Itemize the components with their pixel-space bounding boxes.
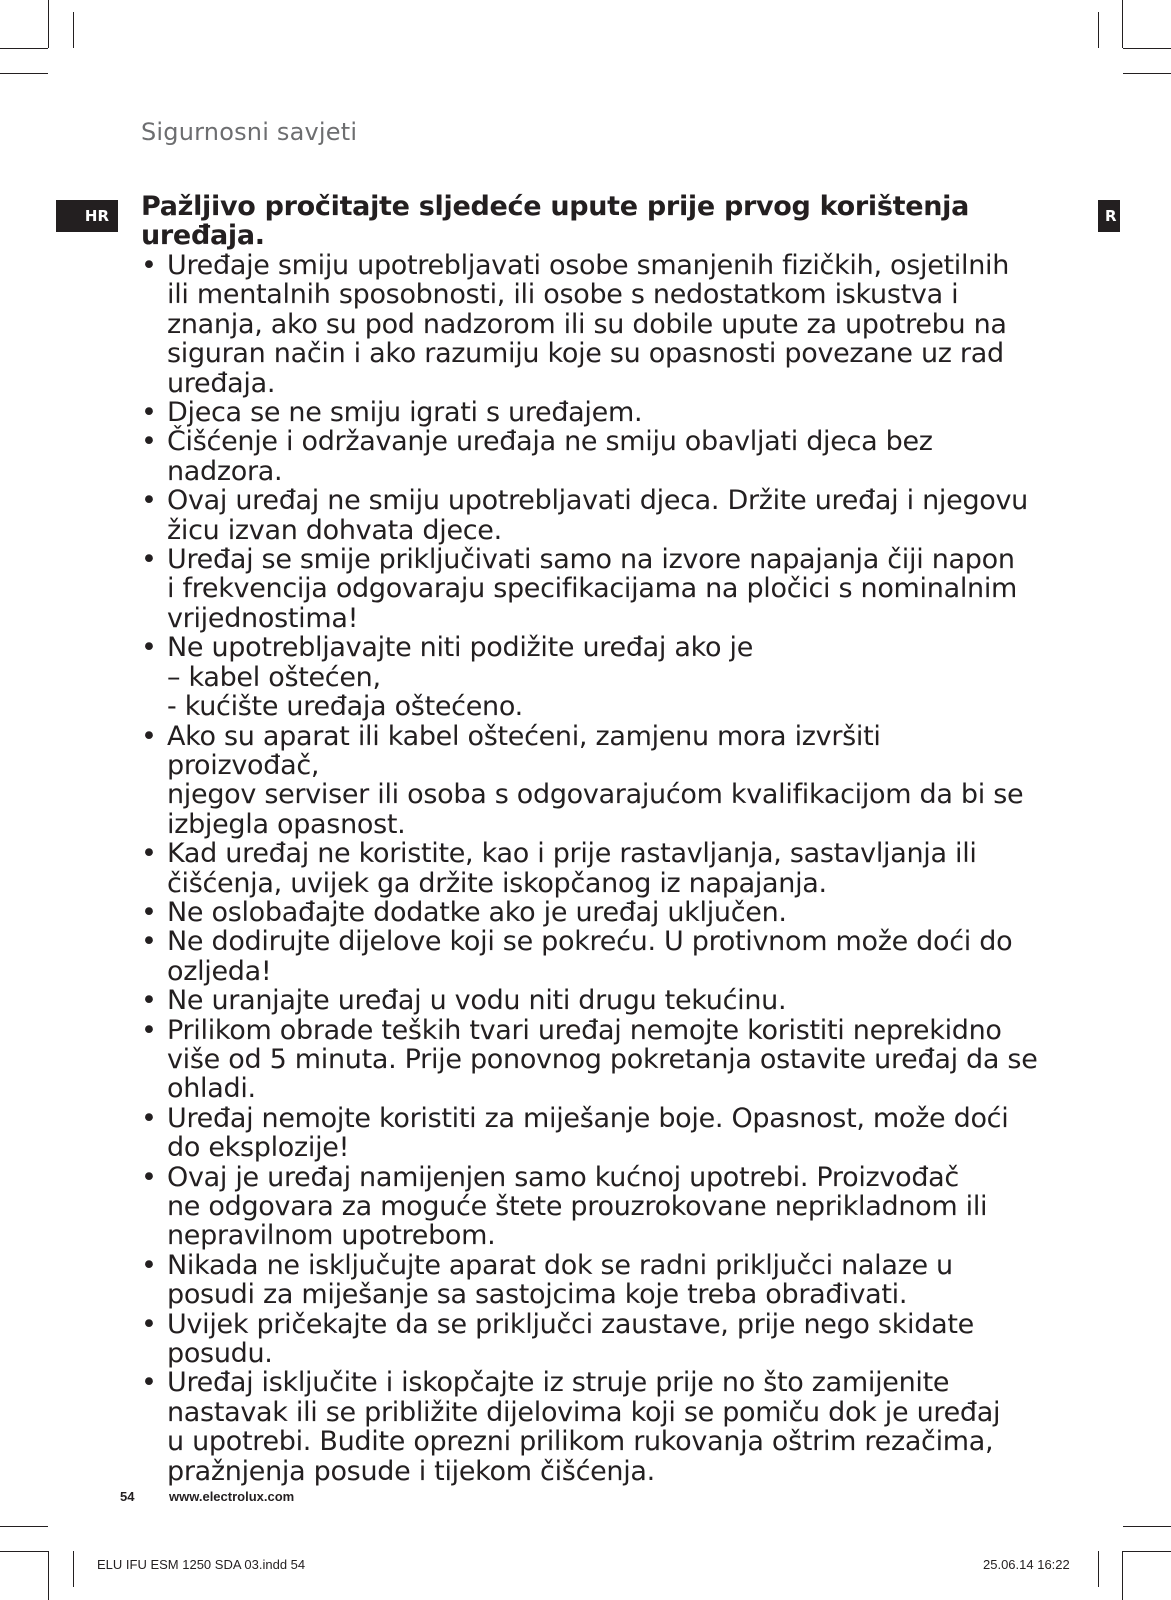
rule-text-line: Ne oslobađajte dodatke ako je uređaj uključen. <box>167 896 787 928</box>
crop-mark <box>73 12 74 48</box>
bullet-icon: • <box>141 426 157 458</box>
website-link[interactable]: www.electrolux.com <box>169 1489 295 1504</box>
crop-mark <box>1122 1551 1123 1600</box>
rule-text-line: Ovaj je uređaj namijenjen samo kućnoj upotrebi. Proizvođač <box>167 1161 959 1193</box>
safety-rule <box>141 1163 1041 1251</box>
rule-text-line: Nikada ne isključujte aparat dok se radni priključci nalaze u <box>167 1249 953 1281</box>
bullet-icon: • <box>141 1249 157 1281</box>
bullet-icon: • <box>141 485 157 517</box>
bullet-icon: • <box>141 397 157 429</box>
bullet-icon: • <box>141 1308 157 1340</box>
rule-text-line: posudi za miješanje sa sastojcima koje treba obrađivati. <box>167 1279 908 1311</box>
bullet-icon: • <box>141 250 157 281</box>
safety-rule <box>141 839 1041 898</box>
safety-rule <box>141 1368 1041 1486</box>
rule-text-line: posudu. <box>167 1338 273 1370</box>
file-info: ELU IFU ESM 1250 SDA 03.indd 54 <box>97 1557 306 1572</box>
crop-mark <box>0 73 48 74</box>
safety-rule <box>141 898 1041 927</box>
safety-rule <box>141 251 1041 398</box>
crop-mark <box>1123 73 1171 74</box>
language-tab-hr: HR <box>56 200 118 232</box>
bullet-icon: • <box>141 926 157 958</box>
rule-text-line: Prilikom obrade teških tvari uređaj nemojte koristiti neprekidno <box>167 1014 1002 1046</box>
rule-text-line: čišćenja, uvijek ga držite iskopčanog iz napajanja. <box>167 867 827 899</box>
rule-text-line: Uvijek pričekajte da se priključci zaustave, prije nego skidate <box>167 1308 974 1340</box>
bullet-icon: • <box>141 1102 157 1134</box>
rule-text-line: Ne dodirujte dijelove koji se pokreću. U protivnom može doći do <box>167 926 1013 958</box>
crop-mark <box>48 1551 49 1600</box>
rule-text-line: ne odgovara za moguće štete prouzrokovane neprikladnom ili <box>167 1191 988 1222</box>
rule-text-line: vrijednostima! <box>167 602 359 634</box>
bullet-icon: • <box>141 985 157 1017</box>
rule-text-line: ohladi. <box>167 1073 256 1105</box>
crop-mark <box>0 1551 48 1552</box>
rule-text-line: nepravilnom upotrebom. <box>167 1220 496 1252</box>
crop-mark <box>48 0 49 48</box>
safety-rule <box>141 927 1041 986</box>
safety-rule <box>141 986 1041 1015</box>
bullet-icon: • <box>141 632 157 664</box>
rule-text-line: pražnjenja posude i tijekom čišćenja. <box>167 1455 655 1487</box>
safety-rule <box>141 545 1041 633</box>
safety-rule <box>141 633 1041 721</box>
rule-text-line: do eksplozije! <box>167 1132 350 1164</box>
safety-rule <box>141 486 1041 545</box>
rule-text-line: više od 5 minuta. Prije ponovnog pokretanja ostavite uređaj da se <box>167 1043 1038 1075</box>
file-date: 25.06.14 16:22 <box>983 1557 1070 1572</box>
bullet-icon: • <box>141 1014 157 1046</box>
rule-text-line: ili mentalnih sposobnosti, ili osobe s nedostatkom iskustva i <box>167 279 959 311</box>
rule-text-line: - kućište uređaja oštećeno. <box>167 691 523 723</box>
rule-text-line: uređaja. <box>167 367 276 399</box>
rule-text-line: njegov serviser ili osoba s odgovarajućom kvalifikacijom da bi se <box>167 779 1024 811</box>
safety-rule <box>141 722 1041 840</box>
rule-text-line: nadzora. <box>167 455 283 487</box>
crop-mark <box>1122 0 1123 48</box>
rule-text-line: Uređaj nemojte koristiti za miješanje boje. Opasnost, može doći <box>167 1102 1009 1134</box>
rule-text-line: Ovaj uređaj ne smiju upotrebljavati djeca. Držite uređaj i njegovu <box>167 485 1028 517</box>
rule-text-line: i frekvencija odgovaraju specifikacijama na pločici s nominalnim <box>167 573 1018 605</box>
rule-text-line: žicu izvan dohvata djece. <box>167 514 502 546</box>
rule-text-line: Uređaj isključite i iskopčajte iz struje prije no što zamijenite <box>167 1367 950 1399</box>
rule-text-line: Uređaje smiju upotrebljavati osobe smanjenih fizičkih, osjetilnih <box>167 250 1010 281</box>
rule-text-line: izbjegla opasnost. <box>167 808 406 840</box>
crop-mark <box>0 48 48 49</box>
bullet-icon: • <box>141 1367 157 1399</box>
crop-mark <box>1098 1551 1099 1587</box>
rule-text-line: nastavak ili se približite dijelovima koji se pomiču dok je uređaj <box>167 1396 1001 1428</box>
safety-rule <box>141 427 1041 486</box>
rule-text-line: – kabel oštećen, <box>167 661 381 693</box>
safety-rule <box>141 1251 1041 1310</box>
rule-text-line: siguran način i ako razumiju koje su opasnosti povezane uz rad <box>167 338 1004 370</box>
rule-text-line: Uređaj se smije priključivati samo na izvore napajanja čiji napon <box>167 544 1015 576</box>
rule-text-line: Djeca se ne smiju igrati s uređajem. <box>167 397 643 429</box>
rule-text-line: ozljeda! <box>167 955 272 987</box>
safety-rule <box>141 1104 1041 1163</box>
bullet-icon: • <box>141 896 157 928</box>
page-number: 54 <box>120 1489 135 1504</box>
safety-rule <box>141 398 1041 427</box>
bullet-icon: • <box>141 1161 157 1193</box>
bullet-icon: • <box>141 838 157 870</box>
crop-mark <box>1123 1526 1171 1527</box>
rule-text-line: znanja, ako su pod nadzorom ili su dobile upute za upotrebu na <box>167 308 1007 340</box>
section-title: Sigurnosni savjeti <box>141 118 358 146</box>
rule-text-line: Ako su aparat ili kabel oštećeni, zamjenu mora izvršiti proizvođač, <box>167 720 881 781</box>
rule-text-line: Čišćenje i održavanje uređaja ne smiju obavljati djeca bez <box>167 426 933 458</box>
bullet-icon: • <box>141 544 157 576</box>
safety-rule <box>141 1310 1041 1369</box>
safety-rule <box>141 1016 1041 1104</box>
rule-text-line: Ne upotrebljavajte niti podižite uređaj ako je <box>167 632 754 664</box>
crop-mark <box>73 1551 74 1587</box>
crop-mark <box>1123 48 1171 49</box>
rule-text-line: Kad uređaj ne koristite, kao i prije rastavljanja, sastavljanja ili <box>167 838 977 870</box>
safety-rules-list <box>141 251 1041 1486</box>
crop-mark <box>1123 1551 1171 1552</box>
rule-text-line: u upotrebi. Budite oprezni prilikom rukovanja oštrim rezačima, <box>167 1426 994 1458</box>
intro-heading: Pažljivo pročitajte sljedeće upute prije prvog korištenja uređaja. <box>141 191 970 251</box>
crop-mark <box>0 1526 48 1527</box>
rule-text-line: Ne uranjajte uređaj u vodu niti drugu tekućinu. <box>167 985 787 1017</box>
crop-mark <box>1098 12 1099 48</box>
language-tab-next: R <box>1098 200 1120 232</box>
bullet-icon: • <box>141 720 157 752</box>
